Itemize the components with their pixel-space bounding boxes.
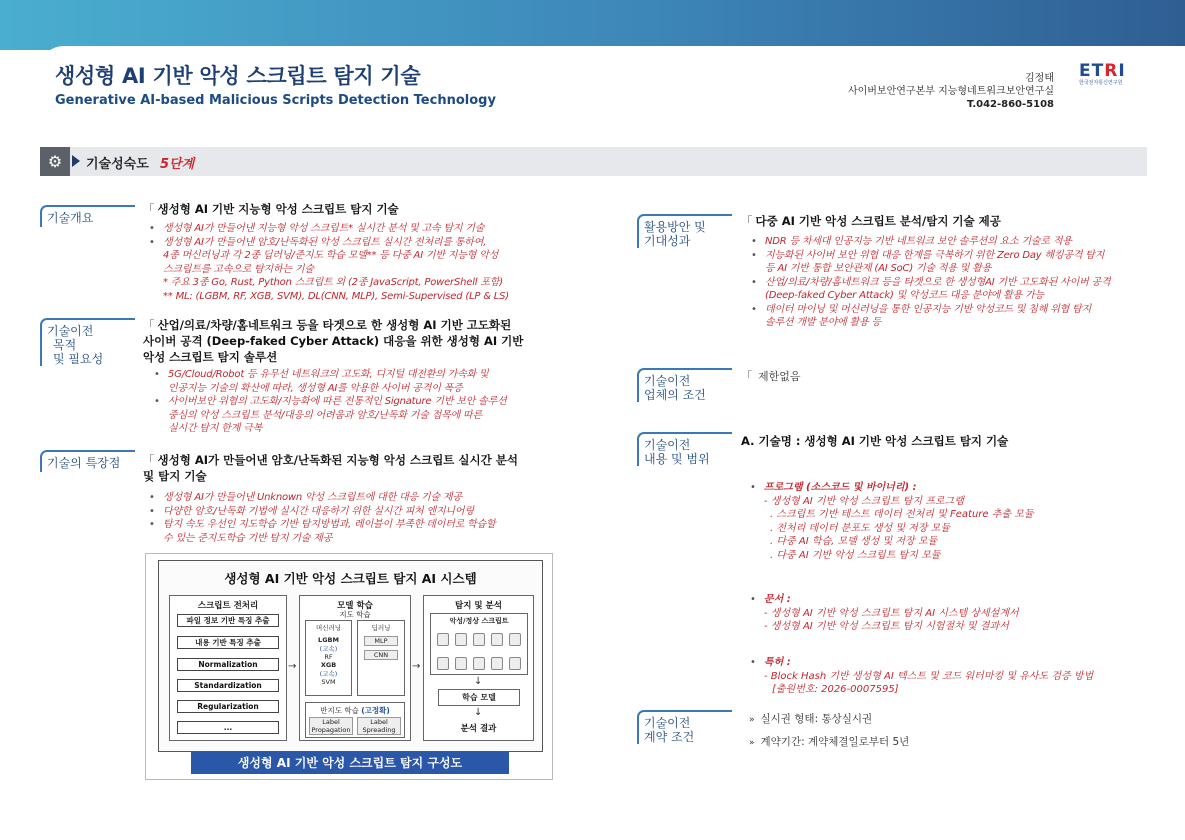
preprocess-title: 스크립트 전처리 bbox=[197, 601, 259, 611]
scope-program bbox=[750, 481, 1170, 562]
bracket: 「 bbox=[741, 214, 753, 228]
purpose-heading bbox=[143, 317, 523, 365]
lgbm-label: LGBM bbox=[318, 636, 339, 644]
overview-bullets bbox=[143, 222, 553, 303]
section-label: 업체의 조건 bbox=[644, 388, 706, 402]
list-item bbox=[143, 518, 553, 545]
author-phone: T.042-860-5108 bbox=[967, 99, 1054, 110]
dl-box bbox=[357, 620, 405, 696]
architecture-diagram bbox=[145, 553, 553, 780]
list-item: . 전처리 데이터 분포도 생성 및 저장 모듈 bbox=[770, 522, 950, 534]
page-title: 생성형 AI 기반 악성 스크립트 탐지 기술 bbox=[55, 64, 421, 88]
section-overview bbox=[40, 205, 135, 227]
line: Label bbox=[322, 718, 340, 726]
features-heading bbox=[143, 452, 518, 484]
author-dept: 사이버보안연구본부 지능형네트워크보안연구실 bbox=[847, 86, 1054, 97]
heading-text: 및 탐지 기술 bbox=[143, 469, 207, 483]
script-file-icon bbox=[491, 633, 503, 646]
list-item bbox=[745, 249, 1165, 276]
purpose-bullets bbox=[148, 368, 553, 436]
script-icons-row bbox=[431, 631, 527, 650]
program-label: • 프로그램 (소스코드 및 바이너리) : bbox=[750, 482, 917, 493]
diagram-caption: 생성형 AI 기반 악성 스크립트 탐지 구성도 bbox=[191, 752, 509, 774]
label: 프로그램 (소스코드 및 바이너리) : bbox=[763, 482, 917, 493]
line: Label bbox=[370, 718, 388, 726]
arrow-down-icon: ↓ bbox=[474, 676, 483, 687]
supervised-label: 지도 학습 bbox=[339, 610, 371, 619]
arrow-right-icon: → bbox=[288, 661, 297, 672]
list-item: . 스크립트 기반 테스트 데이터 전처리 및 Feature 추출 모듈 bbox=[770, 509, 1034, 520]
script-file-icon bbox=[437, 657, 449, 670]
pre-item: ... bbox=[177, 721, 279, 734]
etri-logo bbox=[1079, 63, 1149, 93]
section-label: 목적 bbox=[53, 338, 77, 352]
line: 중심의 악성 스크립트 분석/대응의 어려움과 암호/난독화 기술 접목에 따른 bbox=[168, 409, 482, 421]
page-subtitle: Generative AI-based Malicious Scripts Detection Technology bbox=[55, 93, 496, 108]
pre-item: 내용 기반 특징 추출 bbox=[177, 636, 279, 649]
line: 지능화된 사이버 보안 위협 대응 한계를 극복하기 위한 Zero Day 해킹공격 탐지 bbox=[765, 249, 1105, 261]
dl-label: 딥러닝 bbox=[371, 624, 391, 632]
line: 수 있는 준지도학습 기반 탐지 기술 제공 bbox=[163, 532, 333, 544]
section-label: 기대성과 bbox=[644, 234, 691, 248]
double-chevron-icon: » bbox=[749, 738, 755, 748]
label: 문서 : bbox=[763, 594, 791, 605]
heading-text: 사이버 공격 (Deep-faked Cyber Attack) 대응을 위한 생성형 AI 기반 bbox=[143, 334, 524, 348]
line: (Deep-faked Cyber Attack) 및 악성코드 대응 분야에 활용 가능 bbox=[765, 290, 1044, 301]
cnn-label: CNN bbox=[364, 650, 398, 660]
list-item bbox=[148, 368, 553, 395]
bracket: 「 bbox=[143, 202, 155, 216]
author-info bbox=[848, 72, 1054, 111]
line: Spreading bbox=[362, 726, 396, 734]
doc-label: • 문서 : bbox=[750, 594, 791, 605]
bracket: 「 bbox=[143, 318, 155, 332]
section-label: 계약 조건 bbox=[644, 730, 695, 744]
pre-item: Standardization bbox=[177, 679, 279, 692]
lp-label bbox=[309, 717, 353, 735]
line: 실시간 탐지 한계 극복 bbox=[168, 423, 263, 434]
section-label: 기술의 특장점 bbox=[47, 456, 121, 470]
list-item bbox=[745, 276, 1165, 303]
list-item bbox=[143, 236, 553, 277]
list-item: - 생성형 AI 기반 악성 스크립트 탐지 시험절차 및 결과서 bbox=[764, 621, 1009, 632]
maturity-label: 기술성숙도 bbox=[86, 157, 149, 172]
line: 탐지 속도 우선인 지도학습 기반 탐지방법과, 레이블이 부족한 데이터로 학습할 bbox=[163, 519, 496, 530]
mlp-label: MLP bbox=[364, 636, 398, 646]
heading-text: 생성형 AI 기반 지능형 악성 스크립트 탐지 기술 bbox=[157, 202, 399, 216]
section-usage bbox=[637, 214, 732, 248]
patent-label: • 특허 : bbox=[750, 657, 791, 668]
detect-title: 탐지 및 분석 bbox=[455, 601, 502, 611]
heading-text: 다중 AI 기반 악성 스크립트 분석/탐지 기술 제공 bbox=[755, 214, 1001, 228]
section-label: 기술이전 bbox=[644, 716, 691, 730]
scope-patent bbox=[750, 656, 1170, 697]
arrow-down-icon: ↓ bbox=[474, 707, 483, 718]
scripts-box bbox=[430, 613, 528, 675]
line: 사이버보안 위협의 고도화/지능화에 따른 전통적인 Signature 기반 보안 솔루션 bbox=[168, 396, 507, 407]
line: 등 AI 기반 통합 보안관제 (AI SoC) 기술 적용 및 활용 bbox=[765, 263, 992, 274]
contract-line-1 bbox=[749, 712, 872, 727]
note: * 주요 3종 Go, Rust, Python 스크립트 외 (2종 JavaScript, PowerShell 포함) bbox=[163, 277, 503, 288]
bracket: 「 bbox=[143, 453, 155, 467]
contract-text: 계약기간: 계약체결일로부터 5년 bbox=[760, 736, 910, 748]
list-item: [출원번호: 2026-0007595] bbox=[772, 684, 899, 695]
semi-box bbox=[305, 702, 405, 738]
semi-label: 반지도 학습 bbox=[320, 706, 359, 715]
arrow-right-icon: → bbox=[412, 661, 421, 672]
script-icons-row bbox=[431, 655, 527, 674]
pre-item: Normalization bbox=[177, 658, 279, 671]
label: 특허 : bbox=[763, 657, 791, 668]
list-item: - 생성형 AI 기반 악성 스크립트 탐지 AI 시스템 상세설계서 bbox=[764, 607, 1019, 619]
list-item bbox=[148, 395, 553, 436]
xgb-note: (고속) bbox=[319, 670, 338, 678]
script-file-icon bbox=[455, 633, 467, 646]
section-label: 기술이전 bbox=[47, 324, 94, 338]
maturity-value: 5단계 bbox=[160, 157, 195, 172]
gear-icon: ⚙ bbox=[40, 147, 70, 176]
model-box bbox=[299, 595, 411, 741]
lgbm-note: (고속) bbox=[319, 645, 338, 653]
line: 인공지능 기술의 확산에 따라, 생성형 AI를 악용한 사이버 공격이 폭증 bbox=[168, 382, 463, 394]
ls-label bbox=[357, 717, 401, 735]
result-label: 분석 결과 bbox=[460, 724, 497, 734]
xgb-label: XGB bbox=[320, 661, 337, 669]
line: 솔루션 개발 분야에 활용 등 bbox=[765, 317, 881, 328]
contract-line-2 bbox=[749, 735, 909, 750]
section-label: 기술개요 bbox=[47, 211, 94, 225]
script-file-icon bbox=[437, 633, 449, 646]
svm-label: SVM bbox=[321, 678, 336, 686]
script-file-icon bbox=[491, 657, 503, 670]
script-file-icon bbox=[473, 633, 485, 646]
section-label: 활용방안 및 bbox=[644, 220, 706, 234]
usage-bullets bbox=[745, 235, 1165, 330]
section-purpose bbox=[40, 318, 135, 366]
semi-title bbox=[306, 705, 404, 716]
scope-heading: A. 기술명 : 생성형 AI 기반 악성 스크립트 탐지 기술 bbox=[741, 434, 1009, 448]
list-item: . 다중 AI 학습, 모델 생성 및 저장 모듈 bbox=[770, 536, 938, 547]
section-company bbox=[637, 368, 732, 402]
overview-heading bbox=[143, 201, 399, 217]
semi-note: (고정확) bbox=[361, 706, 390, 715]
section-features bbox=[40, 450, 135, 472]
header-banner bbox=[0, 0, 1185, 50]
note: ** ML: (LGBM, RF, XGB, SVM), DL(CNN, MLP), Semi-Supervised (LP & LS) bbox=[163, 290, 510, 302]
script-file-icon bbox=[473, 657, 485, 670]
line: Propagation bbox=[311, 726, 351, 734]
contract-text: 실시권 형태: 통상실시권 bbox=[760, 713, 873, 725]
scripts-label: 악성/정상 스크립트 bbox=[449, 617, 509, 625]
rf-label: RF bbox=[324, 653, 333, 661]
section-contract bbox=[637, 710, 732, 744]
preprocess-box bbox=[169, 595, 287, 741]
usage-heading bbox=[741, 213, 1001, 229]
double-chevron-icon: » bbox=[749, 715, 755, 725]
scope-docs bbox=[750, 593, 1170, 634]
list-item: . 다중 AI 기반 악성 스크립트 탐지 모듈 bbox=[770, 549, 941, 561]
pre-item: Regularization bbox=[177, 700, 279, 713]
diagram-title: 생성형 AI 기반 악성 스크립트 탐지 AI 시스템 bbox=[224, 571, 477, 586]
heading-text: 악성 스크립트 탐지 솔루션 bbox=[143, 350, 278, 364]
list-item: - Block Hash 기반 생성형 AI 텍스트 및 코드 워터마킹 및 유사도 검증 방법 bbox=[764, 670, 1094, 682]
script-file-icon bbox=[455, 657, 467, 670]
line: 데이터 마이닝 및 머신러닝을 통한 인공지능 기반 악성코드 및 침해 위협 탐지 bbox=[765, 303, 1092, 315]
maturity-bar bbox=[40, 147, 1147, 176]
line: 5G/Cloud/Robot 등 유무선 네트워크의 고도화, 디지털 대전환의 가속화 및 bbox=[168, 369, 489, 380]
heading-text: 산업/의료/차량/홈네트워크 등을 타겟으로 한 생성형 AI 기반 고도화된 bbox=[157, 318, 512, 332]
list-item: • 생성형 AI가 만들어낸 Unknown 악성 스크립트에 대한 대응 기술 제공 bbox=[143, 491, 553, 505]
company-condition bbox=[741, 370, 801, 384]
list-item: • 다양한 암호/난독화 기법에 실시간 대응하기 위한 실시간 피처 엔지니어링 bbox=[143, 505, 553, 519]
ml-label: 머신러닝 bbox=[315, 624, 342, 632]
list-item: • NDR 등 차세대 인공지능 기반 네트워크 보안 솔루션의 요소 기술로 적용 bbox=[745, 235, 1165, 249]
diagram-frame bbox=[158, 560, 543, 752]
list-item: - 생성형 AI 기반 악성 스크립트 탐지 프로그램 bbox=[764, 495, 964, 507]
detect-box bbox=[423, 595, 534, 741]
section-label: 및 필요성 bbox=[53, 352, 104, 366]
line: 4종 머신러닝과 각 2종 딥러닝/준지도 학습 모델** 등 다중 AI 기반 지능형 악성 bbox=[163, 250, 499, 261]
logo-subtext: 한국전자통신연구원 bbox=[1079, 80, 1123, 86]
logo-text: ETRI bbox=[1079, 61, 1126, 81]
line: 스크립트를 고속으로 탐지하는 기술 bbox=[163, 263, 314, 275]
section-label: 내용 및 범위 bbox=[644, 452, 710, 466]
list-item: • 생성형 AI가 만들어낸 지능형 악성 스크립트* 실시간 분석 및 고속 탐지 기술 bbox=[143, 222, 553, 236]
model-title: 모델 학습 bbox=[337, 601, 373, 611]
features-bullets bbox=[143, 491, 553, 545]
list-item bbox=[745, 303, 1165, 330]
learn-model-box: 학습 모델 bbox=[438, 689, 520, 706]
line: 산업/의료/차량/홈네트워크 등을 타겟으로 한 생성형AI 기반 고도화된 사이버 공격 bbox=[765, 276, 1111, 288]
section-label: 기술이전 bbox=[644, 438, 691, 452]
ml-box bbox=[305, 620, 352, 696]
arrow-right-icon bbox=[72, 155, 80, 167]
line: 생성형 AI가 만들어낸 암호/난독화된 악성 스크립트 실시간 전처리를 통하여, bbox=[163, 236, 487, 248]
script-file-icon bbox=[509, 633, 521, 646]
author-name: 김정태 bbox=[1025, 73, 1054, 84]
pre-item: 파일 정보 기반 특징 추출 bbox=[177, 614, 279, 627]
heading-text: 생성형 AI가 만들어낸 암호/난독화된 지능형 악성 스크립트 실시간 분석 bbox=[157, 453, 518, 467]
condition-text: 제한없음 bbox=[758, 370, 801, 383]
bracket: 「 bbox=[741, 370, 752, 383]
section-label: 기술이전 bbox=[644, 374, 691, 388]
section-scope bbox=[637, 432, 732, 466]
script-file-icon bbox=[509, 657, 521, 670]
